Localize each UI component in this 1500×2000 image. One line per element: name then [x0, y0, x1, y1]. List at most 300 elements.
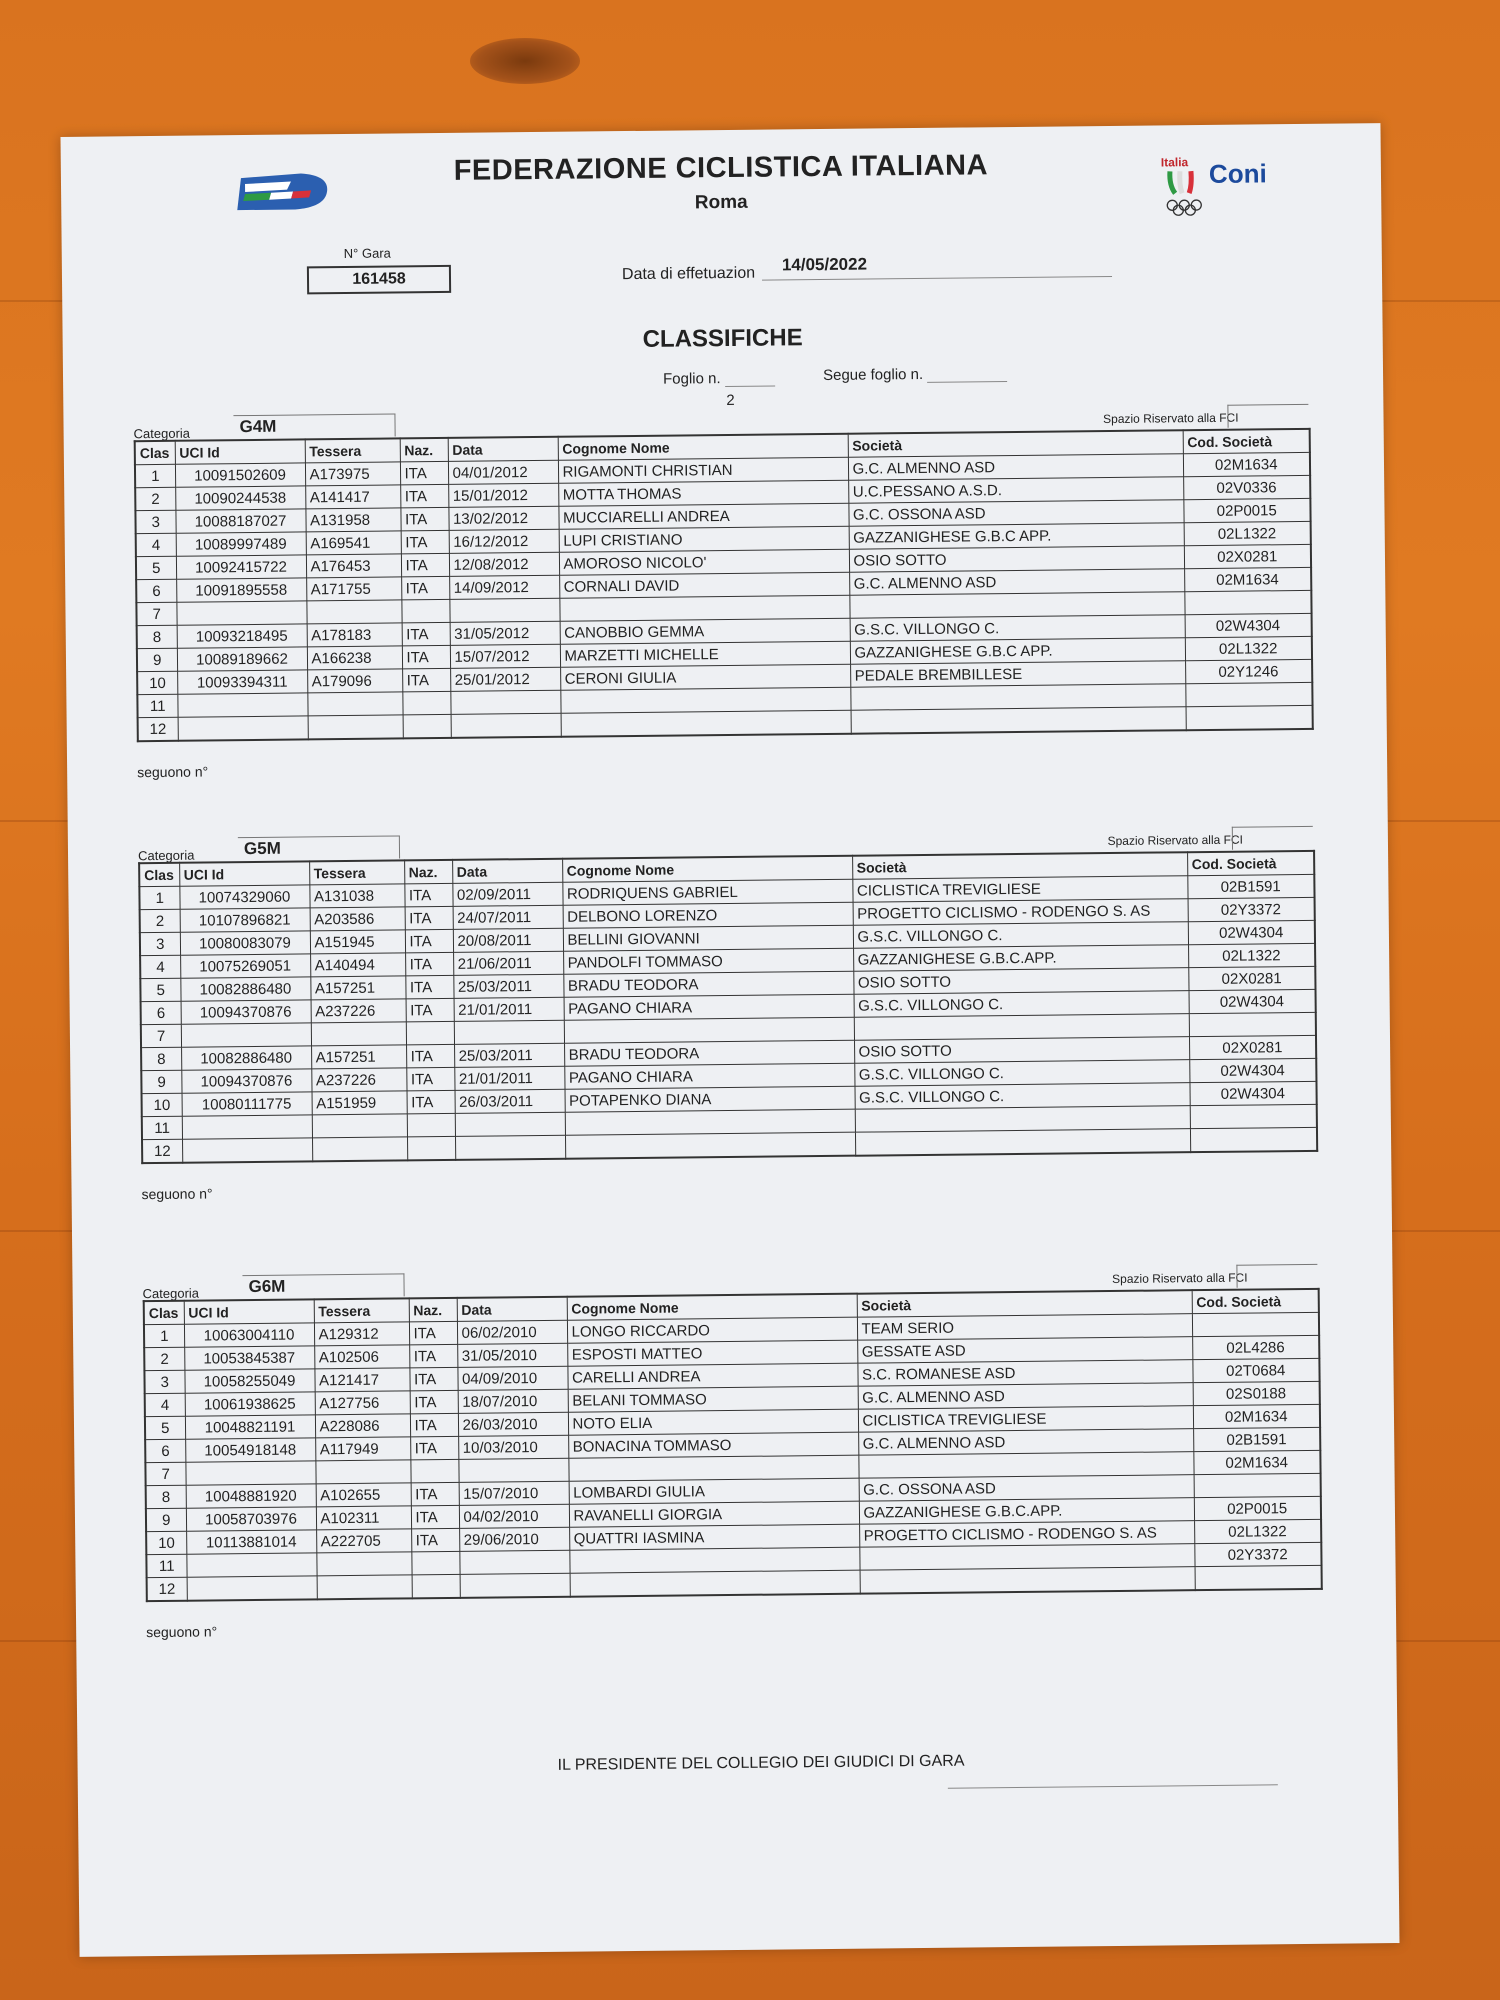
table-cell: ITA — [400, 484, 448, 508]
table-cell: A129312 — [314, 1322, 409, 1346]
table-cell — [459, 1550, 569, 1574]
column-header: Cod. Società — [1183, 429, 1310, 454]
table-cell — [569, 1547, 859, 1573]
table-cell — [403, 714, 451, 738]
table-cell: 10092415722 — [176, 555, 306, 579]
table-cell — [181, 1023, 311, 1047]
table-cell: A117949 — [315, 1437, 410, 1461]
table-cell: AMOROSO NICOLO' — [559, 549, 849, 575]
table-cell — [186, 1553, 316, 1577]
table-cell: GAZZANIGHESE G.B.C APP. — [849, 523, 1184, 550]
table-cell — [1184, 590, 1311, 614]
foglio-number: 2 — [726, 391, 735, 410]
table-cell: 10082886480 — [180, 977, 310, 1001]
column-header: Società — [852, 852, 1187, 879]
table-cell: ITA — [400, 461, 448, 485]
table-cell: 10 — [146, 1531, 186, 1554]
table-cell: ITA — [410, 1436, 458, 1460]
table-cell: A141417 — [305, 485, 400, 509]
table-cell: A169541 — [306, 531, 401, 555]
table-cell — [1190, 1127, 1317, 1152]
column-header: Data — [457, 1297, 567, 1322]
tricolor-flame-icon — [1167, 169, 1197, 195]
table-cell: 02L1322 — [1188, 943, 1315, 967]
table-cell: 04/09/2010 — [457, 1366, 567, 1390]
table-cell: BONACINA TOMMASO — [568, 1432, 858, 1458]
table-cell: ITA — [406, 1067, 454, 1091]
table-cell: 2 — [135, 487, 175, 510]
table-cell: ITA — [402, 668, 450, 692]
table-cell: CANOBBIO GEMMA — [560, 618, 850, 644]
table-cell — [1195, 1565, 1322, 1590]
table-cell: U.C.PESSANO A.S.D. — [848, 477, 1183, 504]
table-cell: 15/01/2012 — [448, 483, 558, 507]
table-cell: ITA — [411, 1505, 459, 1529]
table-cell: 10091895558 — [176, 578, 306, 602]
table-cell: 4 — [136, 533, 176, 556]
table-cell: A127756 — [315, 1391, 410, 1415]
table-cell — [455, 1135, 565, 1160]
table-cell — [312, 1114, 407, 1138]
table-cell: OSIO SOTTO — [854, 1037, 1189, 1064]
table-cell — [411, 1551, 459, 1575]
table-cell: ITA — [404, 883, 452, 907]
foglio-line — [725, 385, 775, 387]
table-cell: 10089997489 — [176, 532, 306, 556]
table-cell: 02P0015 — [1194, 1496, 1321, 1520]
table-cell: MARZETTI MICHELLE — [560, 641, 850, 667]
table-cell: 06/02/2010 — [457, 1320, 567, 1344]
column-header: Cognome Nome — [562, 856, 852, 883]
table-cell: ITA — [409, 1367, 457, 1391]
column-header: Data — [452, 859, 562, 884]
table-cell — [568, 1455, 858, 1481]
table-cell: BELANI TOMMASO — [568, 1386, 858, 1412]
table-cell — [185, 1461, 315, 1485]
table-cell — [1192, 1312, 1319, 1336]
table-cell: A176453 — [306, 554, 401, 578]
table-cell: A173975 — [305, 462, 400, 486]
table-cell: 10093394311 — [177, 670, 307, 694]
table-cell: 10048821191 — [185, 1415, 315, 1439]
coni-brand: Coni — [1208, 158, 1267, 189]
table-cell: ITA — [410, 1413, 458, 1437]
table-cell: TEAM SERIO — [857, 1314, 1192, 1341]
segue-label: Segue foglio n. — [822, 365, 924, 384]
table-cell: 12 — [138, 717, 178, 741]
table-cell: ITA — [405, 929, 453, 953]
table-cell: 10074329060 — [179, 885, 309, 909]
table-cell: A228086 — [315, 1414, 410, 1438]
fci-reserved-box — [1232, 826, 1313, 850]
table-cell: NOTO ELIA — [568, 1409, 858, 1435]
table-cell: 10094370876 — [181, 1069, 311, 1093]
table-cell: 4 — [145, 1393, 185, 1416]
fci-reserved-box — [1227, 404, 1308, 428]
table-cell: ESPOSTI MATTEO — [567, 1340, 857, 1366]
table-cell: 21/01/2011 — [454, 997, 564, 1021]
table-cell: 10091502609 — [175, 463, 305, 487]
table-cell: GAZZANIGHESE G.B.C.APP. — [853, 945, 1188, 972]
table-cell: 10063004110 — [184, 1323, 314, 1347]
table-cell: 13/02/2012 — [448, 506, 558, 530]
table-cell: BELLINI GIOVANNI — [563, 925, 853, 951]
table-cell: QUATTRI IASMINA — [569, 1524, 859, 1550]
table-cell: POTAPENKO DIANA — [565, 1086, 855, 1112]
table-cell: 14/09/2012 — [449, 575, 559, 599]
table-cell: ITA — [401, 553, 449, 577]
table-cell: A151945 — [310, 930, 405, 954]
table-cell: ITA — [400, 507, 448, 531]
table-cell: G.C. ALMENNO ASD — [848, 454, 1183, 481]
table-cell — [315, 1460, 410, 1484]
table-cell: 02W4304 — [1188, 920, 1315, 944]
table-cell — [311, 1022, 406, 1046]
table-cell: 25/01/2012 — [450, 667, 560, 691]
gara-label: N° Gara — [343, 245, 391, 262]
federation-city: Roma — [694, 191, 748, 214]
table-cell: 10094370876 — [181, 1000, 311, 1024]
table-cell: 3 — [144, 1370, 184, 1393]
table-cell: 2 — [144, 1347, 184, 1370]
table-cell: A166238 — [307, 646, 402, 670]
column-header: Naz. — [409, 1298, 457, 1322]
table-cell: 25/03/2011 — [453, 974, 563, 998]
table-cell: 02B1591 — [1187, 874, 1314, 898]
table-cell: ITA — [411, 1482, 459, 1506]
date-value: 14/05/2022 — [762, 252, 1112, 281]
table-cell — [454, 1020, 564, 1044]
table-cell: 02L1322 — [1184, 521, 1311, 545]
table-cell — [176, 601, 306, 625]
column-header: Società — [848, 430, 1183, 457]
table-cell: LONGO RICCARDO — [567, 1317, 857, 1343]
fci-reserved-label: Spazio Riservato alla FCI — [1112, 1270, 1248, 1287]
table-cell: A102655 — [316, 1483, 411, 1507]
column-header: Società — [857, 1290, 1192, 1317]
table-cell: 4 — [140, 955, 180, 978]
table-cell: A121417 — [314, 1368, 409, 1392]
table-cell: 02L1322 — [1185, 636, 1312, 660]
table-cell: 10080111775 — [182, 1092, 312, 1116]
table-cell: 31/05/2012 — [450, 621, 560, 645]
gara-number: 161458 — [307, 265, 451, 295]
table-cell — [177, 693, 307, 717]
table-cell — [312, 1137, 407, 1161]
table-cell: ITA — [401, 530, 449, 554]
table-cell — [406, 1021, 454, 1045]
table-cell: OSIO SOTTO — [849, 546, 1184, 573]
table-cell — [460, 1573, 570, 1598]
table-cell: A102506 — [314, 1345, 409, 1369]
column-header: Cognome Nome — [558, 434, 848, 461]
table-cell — [307, 692, 402, 716]
table-cell — [851, 707, 1186, 734]
table-cell: 02Y3372 — [1194, 1542, 1321, 1566]
table-cell: A131958 — [305, 508, 400, 532]
table-cell: 02T0684 — [1192, 1358, 1319, 1382]
president-signature-label: IL PRESIDENTE DEL COLLEGIO DEI GIUDICI DI GARA — [557, 1752, 965, 1774]
table-cell — [559, 595, 849, 621]
federation-title: FEDERAZIONE CICLISTICA ITALIANA — [453, 149, 989, 187]
table-cell: 12/08/2012 — [449, 552, 559, 576]
table-cell: GESSATE ASD — [857, 1337, 1192, 1364]
table-cell: RAVANELLI GIORGIA — [569, 1501, 859, 1527]
table-cell: 6 — [145, 1439, 185, 1462]
table-cell: A157251 — [310, 976, 405, 1000]
table-cell: 10061938625 — [185, 1392, 315, 1416]
column-header: Naz. — [404, 860, 452, 884]
table-cell: 10088187027 — [175, 509, 305, 533]
table-cell: 15/07/2012 — [450, 644, 560, 668]
table-cell: 10048881920 — [186, 1484, 316, 1508]
table-cell: RODRIQUENS GABRIEL — [562, 879, 852, 905]
table-cell: A151959 — [312, 1091, 407, 1115]
table-cell: 10075269051 — [180, 954, 310, 978]
table-cell — [860, 1567, 1195, 1594]
column-header: Clas — [135, 441, 175, 465]
table-cell — [449, 598, 559, 622]
table-cell: 10082886480 — [181, 1046, 311, 1070]
column-header: Cod. Società — [1192, 1289, 1319, 1314]
table-cell — [401, 599, 449, 623]
table-cell: 12 — [142, 1139, 182, 1163]
table-cell: 02L4286 — [1192, 1335, 1319, 1359]
table-cell: 8 — [146, 1485, 186, 1508]
table-cell: 02P0015 — [1183, 498, 1310, 522]
table-cell — [182, 1138, 312, 1163]
table-cell: 10058703976 — [186, 1507, 316, 1531]
table-cell: A178183 — [307, 623, 402, 647]
table-cell: PAGANO CHIARA — [564, 1063, 854, 1089]
table-cell: 3 — [140, 932, 180, 955]
table-cell: MOTTA THOMAS — [558, 480, 848, 506]
table-cell: 02W4304 — [1185, 613, 1312, 637]
category-label: Categoria — [142, 1285, 200, 1302]
table-cell: LUPI CRISTIANO — [559, 526, 849, 552]
table-cell: 02B1591 — [1193, 1427, 1320, 1451]
table-cell — [458, 1458, 568, 1482]
foglio-label: Foglio n. — [662, 370, 721, 388]
table-cell: A102311 — [316, 1506, 411, 1530]
table-cell: G.S.C. VILLONGO C. — [853, 922, 1188, 949]
column-header: Cod. Società — [1187, 851, 1314, 876]
wood-knot — [470, 38, 580, 84]
table-cell — [450, 690, 560, 714]
table-cell: 5 — [136, 556, 176, 579]
seguono-label: seguono n° — [137, 763, 209, 781]
signature-line — [948, 1784, 1278, 1788]
table-cell: A203586 — [310, 907, 405, 931]
category-section-g6m — [142, 1270, 1318, 1641]
table-cell: 10053845387 — [184, 1346, 314, 1370]
table-cell: 02M1634 — [1193, 1450, 1320, 1474]
table-cell: G.S.C. VILLONGO C. — [854, 1060, 1189, 1087]
table-cell: 11 — [142, 1116, 182, 1139]
table-cell: DELBONO LORENZO — [563, 902, 853, 928]
date-label: Data di effetuazion — [621, 264, 756, 284]
table-cell: MUCCIARELLI ANDREA — [558, 503, 848, 529]
table-cell: CORNALI DAVID — [559, 572, 849, 598]
table-cell: 26/03/2011 — [455, 1089, 565, 1113]
category-value: G4M — [233, 413, 395, 438]
table-cell — [410, 1459, 458, 1483]
table-cell — [855, 1129, 1190, 1156]
category-section-g5m — [137, 832, 1313, 1203]
table-cell: G.S.C. VILLONGO C. — [850, 615, 1185, 642]
column-header: Clas — [139, 863, 179, 887]
table-cell: S.C. ROMANESE ASD — [857, 1360, 1192, 1387]
table-cell: 7 — [141, 1024, 181, 1047]
table-cell: 6 — [136, 579, 176, 602]
column-header: UCI Id — [184, 1299, 314, 1324]
table-cell: BRADU TEODORA — [563, 971, 853, 997]
table-cell: 10093218495 — [177, 624, 307, 648]
table-cell: PROGETTO CICLISMO - RODENGO S. AS — [853, 899, 1188, 926]
table-cell: ITA — [411, 1528, 459, 1552]
table-cell: 25/03/2011 — [454, 1043, 564, 1067]
table-cell — [565, 1109, 855, 1135]
table-cell: 12 — [147, 1577, 187, 1601]
table-cell: 26/03/2010 — [458, 1412, 568, 1436]
table-cell: ITA — [407, 1090, 455, 1114]
table-cell: G.S.C. VILLONGO C. — [854, 991, 1189, 1018]
table-cell: 1 — [135, 464, 175, 487]
table-cell: 02W4304 — [1189, 1058, 1316, 1082]
category-value: G5M — [238, 835, 400, 860]
table-cell: 02M1634 — [1183, 452, 1310, 476]
table-cell: 02Y1246 — [1185, 659, 1312, 683]
fci-reserved-label: Spazio Riservato alla FCI — [1103, 410, 1239, 427]
table-cell: BRADU TEODORA — [564, 1040, 854, 1066]
table-cell: 10 — [142, 1093, 182, 1116]
table-cell: ITA — [406, 1044, 454, 1068]
table-cell: G.S.C. VILLONGO C. — [854, 1083, 1189, 1110]
table-cell: 21/01/2011 — [454, 1066, 564, 1090]
table-cell: 02X0281 — [1189, 1035, 1316, 1059]
olympic-rings-icon — [1165, 199, 1209, 217]
table-cell: A171755 — [306, 577, 401, 601]
table-cell — [187, 1576, 317, 1601]
table-cell: G.C. OSSONA ASD — [859, 1475, 1194, 1502]
table-cell — [306, 600, 401, 624]
table-cell: 02W4304 — [1189, 1081, 1316, 1105]
table-cell: ITA — [402, 622, 450, 646]
foglio-field — [663, 369, 775, 387]
table-cell: CICLISTICA TREVIGLIESE — [858, 1406, 1193, 1433]
table-cell: GAZZANIGHESE G.B.C.APP. — [859, 1498, 1194, 1525]
table-cell: A237226 — [311, 999, 406, 1023]
table-cell: 6 — [141, 1001, 181, 1024]
table-cell: RIGAMONTI CHRISTIAN — [558, 457, 848, 483]
table-cell — [178, 716, 308, 741]
table-cell — [407, 1113, 455, 1137]
table-cell — [308, 715, 403, 739]
table-cell: 7 — [145, 1462, 185, 1485]
classifiche-title: CLASSIFICHE — [642, 324, 803, 353]
category-label: Categoria — [137, 847, 195, 864]
table-cell — [1186, 705, 1313, 730]
fci-reserved-box — [1236, 1264, 1317, 1288]
table-cell: 02W4304 — [1189, 989, 1316, 1013]
table-cell: ITA — [406, 998, 454, 1022]
table-cell: 02L1322 — [1194, 1519, 1321, 1543]
table-cell: 1 — [139, 886, 179, 909]
table-cell — [564, 1017, 854, 1043]
table-cell: 04/02/2010 — [459, 1504, 569, 1528]
table-cell — [560, 687, 850, 713]
coni-italia-label: Italia — [1160, 155, 1189, 170]
segue-line — [927, 381, 1007, 383]
table-cell: 21/06/2011 — [453, 951, 563, 975]
table-cell: CARELLI ANDREA — [567, 1363, 857, 1389]
table-cell: G.C. ALMENNO ASD — [858, 1383, 1193, 1410]
table-cell — [412, 1574, 460, 1598]
table-cell: ITA — [402, 645, 450, 669]
column-header: Naz. — [400, 438, 448, 462]
table-cell: 10113881014 — [186, 1530, 316, 1554]
table-cell: ITA — [409, 1321, 457, 1345]
table-cell: 20/08/2011 — [453, 928, 563, 952]
table-cell: OSIO SOTTO — [853, 968, 1188, 995]
table-cell: 02M1634 — [1184, 567, 1311, 591]
table-cell: 3 — [135, 510, 175, 533]
table-cell: 29/06/2010 — [459, 1527, 569, 1551]
table-cell: 9 — [146, 1508, 186, 1531]
seguono-label: seguono n° — [146, 1623, 218, 1641]
table-cell: 10 — [137, 671, 177, 694]
table-cell: 02X0281 — [1184, 544, 1311, 568]
table-cell: 10090244538 — [175, 486, 305, 510]
table-cell: LOMBARDI GIULIA — [569, 1478, 859, 1504]
column-header: Cognome Nome — [567, 1294, 857, 1321]
table-cell — [407, 1136, 455, 1160]
table-cell: PROGETTO CICLISMO - RODENGO S. AS — [859, 1521, 1194, 1548]
table-cell: GAZZANIGHESE G.B.C APP. — [850, 638, 1185, 665]
table-cell: 10/03/2010 — [458, 1435, 568, 1459]
column-header: Clas — [144, 1301, 184, 1325]
table-cell: 1 — [144, 1324, 184, 1347]
table-cell — [455, 1112, 565, 1136]
results-sheet — [61, 123, 1400, 1957]
table-cell: 10089189662 — [177, 647, 307, 671]
table-cell — [565, 1132, 855, 1159]
table-cell: 15/07/2010 — [459, 1481, 569, 1505]
table-cell: 10054918148 — [185, 1438, 315, 1462]
table-cell: ITA — [410, 1390, 458, 1414]
segue-field — [823, 365, 1007, 384]
column-header: UCI Id — [175, 439, 305, 464]
table-cell: 9 — [137, 648, 177, 671]
table-cell — [570, 1570, 860, 1597]
seguono-label: seguono n° — [141, 1185, 213, 1203]
column-header: Tessera — [309, 860, 404, 884]
table-cell: 2 — [140, 909, 180, 932]
table-cell: CERONI GIULIA — [560, 664, 850, 690]
table-cell: 04/01/2012 — [448, 460, 558, 484]
table-cell: 5 — [140, 978, 180, 1001]
table-cell: 02X0281 — [1188, 966, 1315, 990]
table-cell: 11 — [137, 694, 177, 717]
table-cell: 8 — [141, 1047, 181, 1070]
table-cell: 02Y3372 — [1188, 897, 1315, 921]
table-cell: ITA — [409, 1344, 457, 1368]
table-cell: PEDALE BREMBILLESE — [850, 661, 1185, 688]
table-cell: ITA — [405, 975, 453, 999]
table-cell: 10058255049 — [184, 1369, 314, 1393]
table-cell: G.C. ALMENNO ASD — [858, 1429, 1193, 1456]
category-label: Categoria — [133, 425, 191, 442]
